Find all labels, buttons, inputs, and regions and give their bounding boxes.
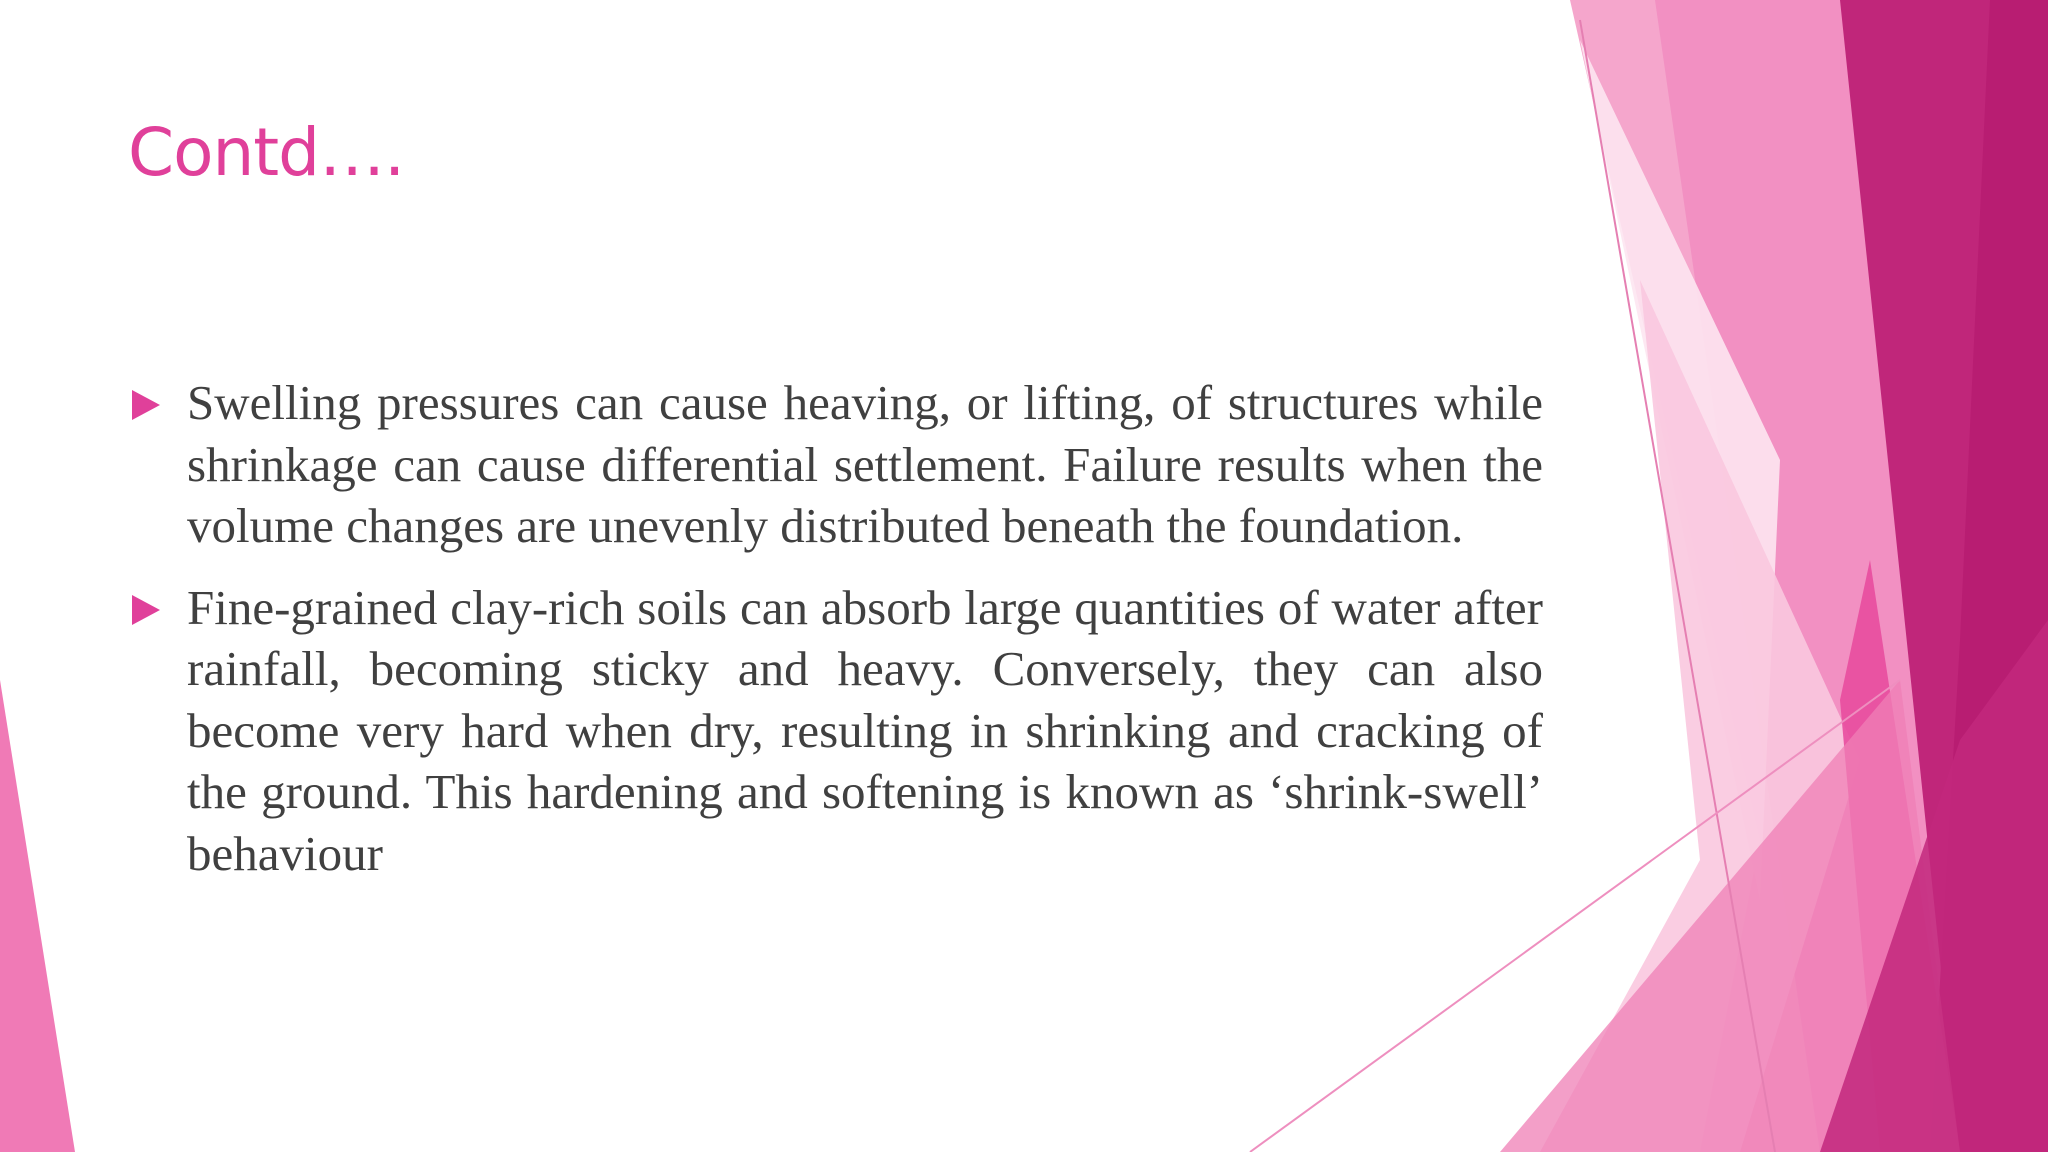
bullet-item [128, 372, 1543, 557]
decor-left-sliver [0, 680, 75, 1152]
bullet-text: Swelling pressures can cause heaving, or lifting, of structures while shrinkage can cause differential settlement. Failure results when the volume changes are unevenly distributed beneath the foundation. [187, 375, 1543, 553]
bullet-list [128, 372, 1543, 904]
triangle-bullet-icon [132, 595, 160, 625]
triangle-bullet-icon [132, 390, 160, 420]
bullet-item [128, 577, 1543, 885]
slide-title: Contd…. [128, 114, 405, 191]
bullet-text: Fine-grained clay-rich soils can absorb large quantities of water after rainfall, becoming sticky and heavy. Conversely, they can also become very hard when dry, resulting in shrinking and cracking of the ground. This hardening and softening is known as ‘shrink-swell’ behaviour [187, 579, 1543, 881]
